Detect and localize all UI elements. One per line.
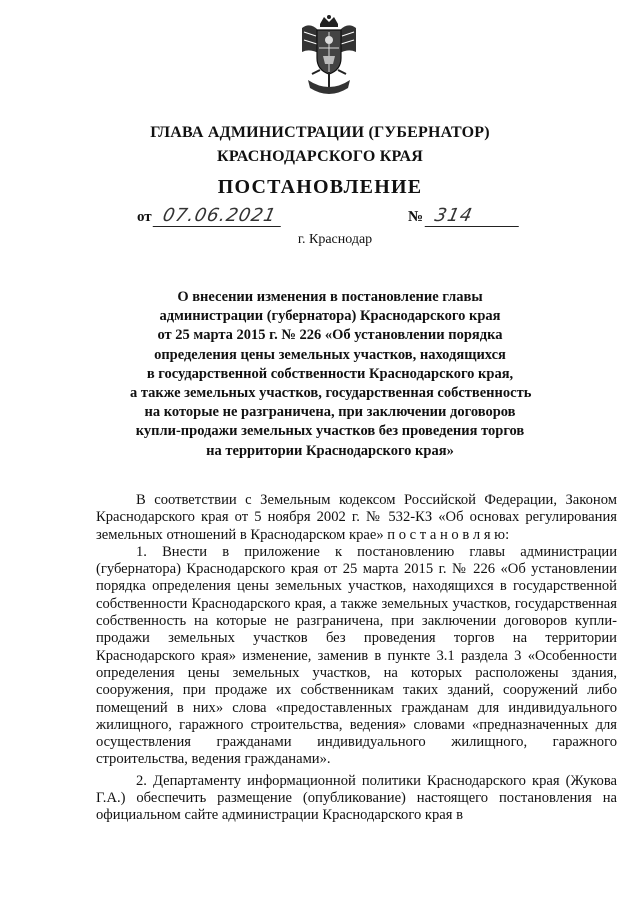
subject-line: администрации (губернатора) Краснодарского края [159,308,501,325]
subject-line: купли-продажи земельных участков без проведения торгов [135,423,525,440]
document-subject-heading [130,288,530,461]
subject-line: определения цены земельных участков, находящихся [154,346,506,363]
subject-line: от 25 марта 2015 г. № 226 «Об установлении порядка [157,327,503,344]
handwritten-number: 314 [424,205,523,227]
subject-line: на которые не разграничена, при заключении договоров [144,404,516,421]
issuing-authority [0,121,640,169]
body-paragraph-item-2: 2. Департаменту информационной политики Краснодарского края (Жукова Г.А.) обеспечить размещение (опубликование) настоящего постановления на официальном сайте администрации Краснодарского края в [96,772,617,824]
subject-line: а также земельных участков, государственная собственность [130,385,532,402]
document-number [408,205,521,227]
body-paragraph-preamble: В соответствии с Земельным кодексом Российской Федерации, Законом Краснодарского края от 5 ноября 2002 г. № 532-КЗ «Об основах регулирования земельных отношений в Краснодарском крае» п о с т а н о в л я ю: [96,492,617,543]
document-type-title: ПОСТАНОВЛЕНИЕ [217,176,423,198]
handwritten-date: 07.06.2021 [153,205,286,227]
authority-line-2: КРАСНОДАРСКОГО КРАЯ [217,148,423,165]
number-prefix: № [408,209,424,225]
body-paragraph-item-1: 1. Внести в приложение к постановлению главы администрации (губернатора) Краснодарского края от 25 марта 2015 г. № 226 «Об установлении порядка определения цены земельных участков, находящихся в государственной собственности Краснодарского края, а также земельных участков, государственная собственность на которые не разграничена, при заключении договоров купли-продажи земельных участков без проведения торгов на территории Краснодарского края» изменение, заменив в пункте 3.1 раздела 3 «Особенности определения цены земельных участков, на которых расположены здания, сооружения, при продаже их собственникам таких зданий, сооружений либо помещений в них» слова «предоставленных гражданам для индивидуального жилищного, гаражного строительства, ведения» словами «предназначенных для осуществления гражданами индивидуального жилищного, гаражного строительства, ведения гражданами». [96,543,617,768]
date-prefix: от [137,209,152,225]
subject-line: О внесении изменения в постановление главы [177,289,483,305]
issue-city: г. Краснодар [297,232,373,247]
document-body [96,492,617,825]
coat-of-arms-emblem [298,14,360,100]
document-date [137,205,283,227]
authority-line-1: ГЛАВА АДМИНИСТРАЦИИ (ГУБЕРНАТОР) [150,124,490,141]
subject-line: на территории Краснодарского края» [206,442,454,459]
subject-line: в государственной собственности Краснодарского края, [146,365,514,382]
